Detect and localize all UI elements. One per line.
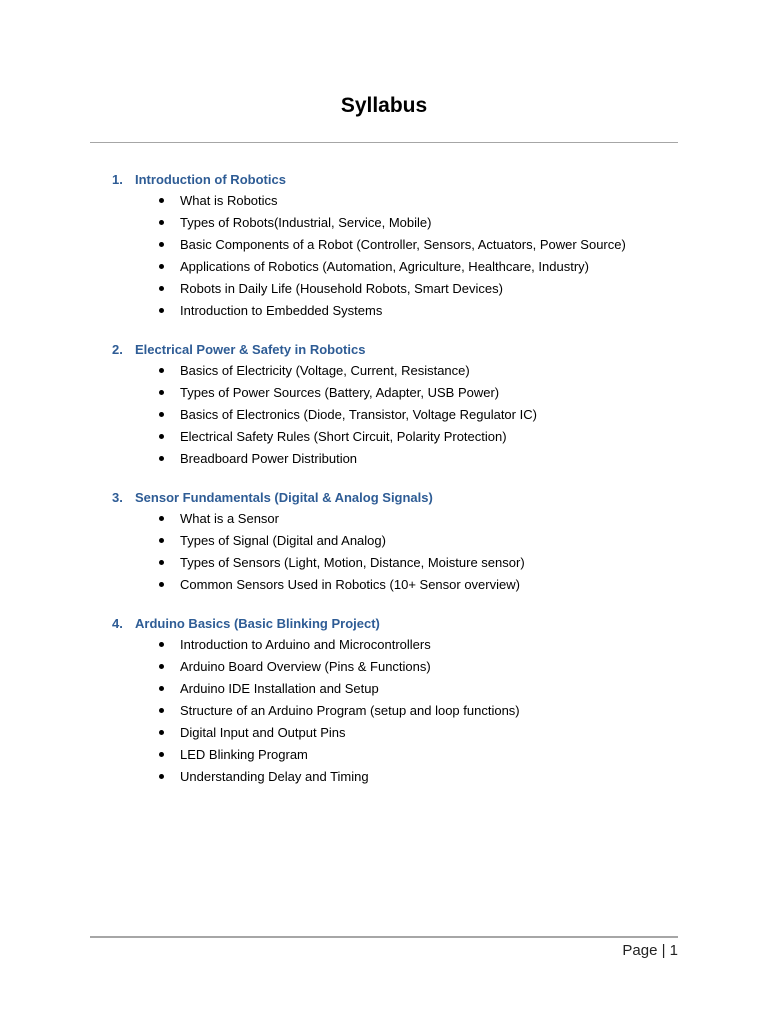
bullet-icon: [159, 368, 164, 373]
list-item-text: Types of Robots(Industrial, Service, Mobile): [180, 215, 432, 230]
list-item: [0, 213, 768, 235]
section-heading: [0, 170, 768, 190]
list-item: [0, 745, 768, 767]
section-title: Introduction of Robotics: [135, 172, 286, 187]
section-title: Electrical Power & Safety in Robotics: [135, 342, 366, 357]
list-item: [0, 257, 768, 279]
syllabus-section: [0, 488, 768, 597]
list-item-text: Understanding Delay and Timing: [180, 769, 369, 784]
bullet-icon: [159, 434, 164, 439]
section-heading: [0, 614, 768, 634]
list-item: [0, 575, 768, 597]
list-item: [0, 449, 768, 471]
bullet-icon: [159, 642, 164, 647]
list-item: [0, 531, 768, 553]
bullet-icon: [159, 220, 164, 225]
topic-list: [0, 191, 768, 323]
list-item-text: Arduino IDE Installation and Setup: [180, 681, 379, 696]
list-item-text: Types of Signal (Digital and Analog): [180, 533, 386, 548]
list-item-text: Introduction to Arduino and Microcontrollers: [180, 637, 431, 652]
topic-list: [0, 635, 768, 789]
section-number: 3.: [112, 490, 123, 505]
bullet-icon: [159, 582, 164, 587]
list-item: [0, 767, 768, 789]
list-item-text: What is a Sensor: [180, 511, 279, 526]
bottom-divider: [90, 936, 678, 938]
list-item-text: Basics of Electricity (Voltage, Current, Resistance): [180, 363, 470, 378]
list-item-text: LED Blinking Program: [180, 747, 308, 762]
page-number-footer: Page | 1: [622, 942, 678, 959]
bullet-icon: [159, 198, 164, 203]
list-item: [0, 701, 768, 723]
topic-list: [0, 509, 768, 597]
list-item: [0, 553, 768, 575]
list-item-text: Basic Components of a Robot (Controller, Sensors, Actuators, Power Source): [180, 237, 626, 252]
list-item: [0, 279, 768, 301]
list-item: [0, 657, 768, 679]
list-item-text: What is Robotics: [180, 193, 278, 208]
list-item-text: Introduction to Embedded Systems: [180, 303, 383, 318]
list-item: [0, 427, 768, 449]
bullet-icon: [159, 456, 164, 461]
list-item: [0, 235, 768, 257]
list-item-text: Electrical Safety Rules (Short Circuit, Polarity Protection): [180, 429, 507, 444]
syllabus-section: [0, 340, 768, 471]
section-title: Sensor Fundamentals (Digital & Analog Signals): [135, 490, 433, 505]
list-item: [0, 635, 768, 657]
list-item: [0, 301, 768, 323]
page-title: Syllabus: [340, 94, 428, 117]
list-item: [0, 679, 768, 701]
bullet-icon: [159, 308, 164, 313]
list-item-text: Digital Input and Output Pins: [180, 725, 346, 740]
list-item-text: Types of Power Sources (Battery, Adapter, USB Power): [180, 385, 500, 400]
bullet-icon: [159, 242, 164, 247]
section-heading: [0, 488, 768, 508]
list-item-text: Arduino Board Overview (Pins & Functions): [180, 659, 431, 674]
list-item-text: Common Sensors Used in Robotics (10+ Sensor overview): [180, 577, 520, 592]
bullet-icon: [159, 708, 164, 713]
section-number: 2.: [112, 342, 123, 357]
list-item-text: Applications of Robotics (Automation, Agriculture, Healthcare, Industry): [180, 259, 589, 274]
list-item-text: Robots in Daily Life (Household Robots, Smart Devices): [180, 281, 503, 296]
list-item-text: Types of Sensors (Light, Motion, Distance, Moisture sensor): [180, 555, 525, 570]
syllabus-section: [0, 614, 768, 789]
section-heading: [0, 340, 768, 360]
list-item: [0, 405, 768, 427]
list-item-text: Breadboard Power Distribution: [180, 451, 358, 466]
section-number: 4.: [112, 616, 123, 631]
list-item-text: Structure of an Arduino Program (setup and loop functions): [180, 703, 520, 718]
bullet-icon: [159, 516, 164, 521]
bullet-icon: [159, 560, 164, 565]
syllabus-section: [0, 170, 768, 323]
list-item: [0, 361, 768, 383]
bullet-icon: [159, 264, 164, 269]
bullet-icon: [159, 538, 164, 543]
bullet-icon: [159, 774, 164, 779]
bullet-icon: [159, 752, 164, 757]
section-number: 1.: [112, 172, 123, 187]
bullet-icon: [159, 686, 164, 691]
list-item: [0, 509, 768, 531]
bullet-icon: [159, 730, 164, 735]
topic-list: [0, 361, 768, 471]
bullet-icon: [159, 390, 164, 395]
list-item: [0, 191, 768, 213]
syllabus-sections: [0, 170, 768, 806]
bullet-icon: [159, 286, 164, 291]
list-item: [0, 383, 768, 405]
bullet-icon: [159, 412, 164, 417]
list-item: [0, 723, 768, 745]
top-divider: [90, 142, 678, 143]
list-item-text: Basics of Electronics (Diode, Transistor, Voltage Regulator IC): [180, 407, 537, 422]
section-title: Arduino Basics (Basic Blinking Project): [135, 616, 380, 631]
bullet-icon: [159, 664, 164, 669]
